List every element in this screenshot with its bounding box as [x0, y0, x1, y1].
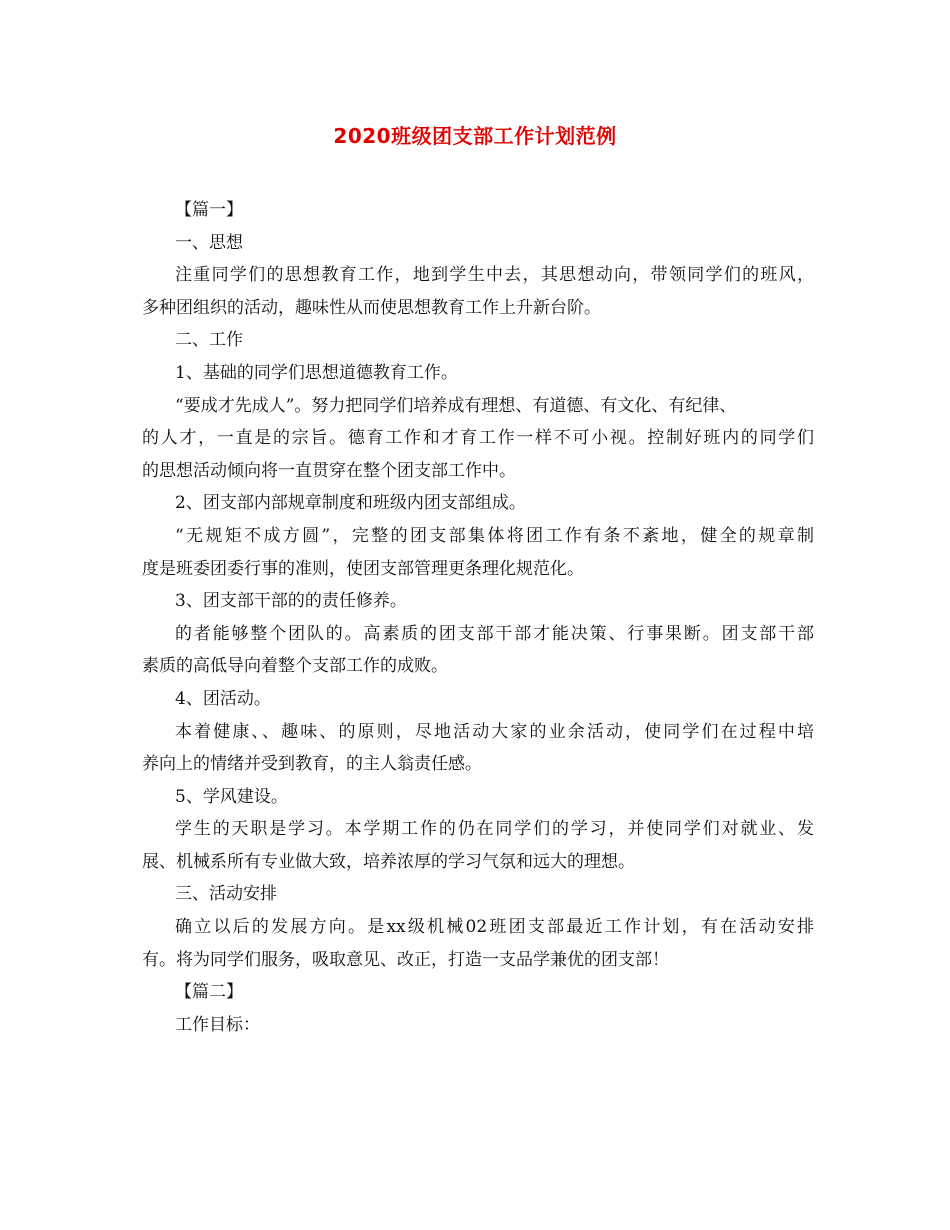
paragraph-line: 本着健康、、趣味、的原则，尽地活动大家的业余活动，使同学们在过程中培 [175, 721, 814, 742]
paragraph-line: 的思想活动倾向将一直贯穿在整个团支部工作中。 [142, 460, 516, 481]
paragraph-line: 素质的高低导向着整个支部工作的成败。 [142, 656, 448, 677]
list-item-heading: 3、团支部干部的的责任修养。 [175, 591, 407, 612]
subheading: 一、思想 [175, 232, 243, 253]
paragraph-line: 工作目标： [175, 1014, 260, 1035]
paragraph-line: 多种团组织的活动，趣味性从而使思想教育工作上升新台阶。 [142, 297, 601, 318]
document-body [142, 194, 814, 1041]
paragraph-line: 展、机械系所有专业做大致，培养浓厚的学习气氛和远大的理想。 [142, 851, 635, 872]
list-item-heading: 5、学风建设。 [175, 786, 288, 807]
list-item-heading: 4、团活动。 [175, 688, 271, 709]
subheading: 三、活动安排 [175, 884, 277, 905]
paragraph-line: 注重同学们的思想教育工作，地到学生中去，其思想动向，带领同学们的班风， [175, 265, 814, 286]
paragraph-line: 的人才，一直是的宗旨。德育工作和才育工作一样不可小视。控制好班内的同学们 [142, 428, 814, 449]
paragraph-line: 学生的天职是学习。本学期工作的仍在同学们的学习，并使同学们对就业、发 [175, 819, 814, 840]
paragraph-line: 的者能够整个团队的。高素质的团支部干部才能决策、行事果断。团支部干部 [175, 623, 814, 644]
list-item-heading: 2、团支部内部规章制度和班级内团支部组成。 [175, 493, 526, 514]
list-item-heading: 1、基础的同学们思想道德教育工作。 [175, 362, 458, 383]
paragraph-line: 养向上的情绪并受到教育，的主人翁责任感。 [142, 754, 482, 775]
subheading: 二、工作 [175, 330, 243, 351]
paragraph-line: 确立以后的发展方向。是xx级机械02班团支部最近工作计划，有在活动安排 [175, 917, 814, 938]
paragraph-line: 有。将为同学们服务，吸取意见、改正，打造一支品学兼优的团支部！ [142, 949, 669, 970]
document-title: 2020班级团支部工作计划范例 [333, 124, 617, 148]
paragraph-line: 度是班委团委行事的准则，使团支部管理更条理化规范化。 [142, 558, 584, 579]
paragraph-line: “无规矩不成方圆”，完整的团支部集体将团工作有条不紊地，健全的规章制 [175, 525, 814, 546]
section-heading: 【篇二】 [175, 982, 243, 1003]
section-heading: 【篇一】 [175, 200, 243, 220]
paragraph-line: “要成才先成人”。努力把同学们培养成有理想、有道德、有文化、有纪律、 [175, 395, 737, 416]
